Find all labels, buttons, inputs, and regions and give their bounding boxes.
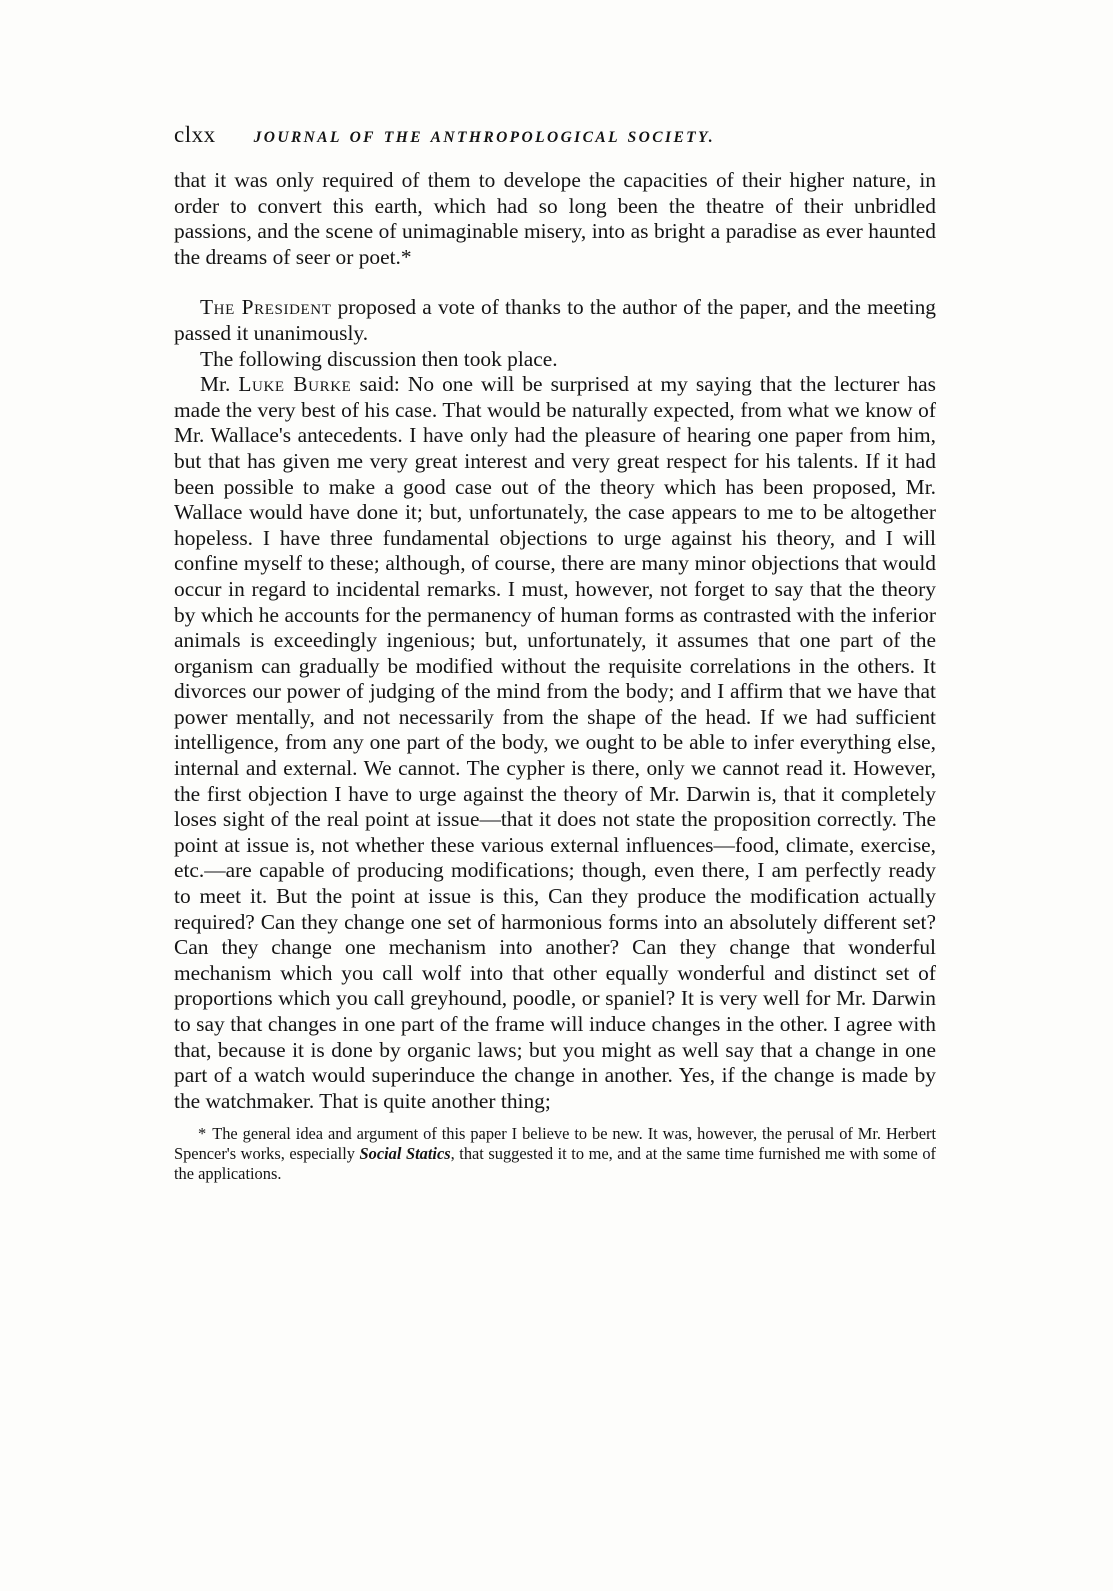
paragraph-discussion-intro: The following discussion then took place. — [200, 346, 558, 371]
paragraph-burke-remarks — [174, 372, 936, 1114]
speaker-title: Mr. — [200, 372, 239, 397]
footnote-text — [174, 1124, 936, 1183]
footnote — [174, 1124, 936, 1183]
footnote-body-start: The general idea and argument of this paper I believe to be new. It was, however, the perusal of Mr. Herbert Spencer's works, especially — [174, 1124, 936, 1164]
footnote-body-end: , that suggested it to me, and at the same time furnished me with some of the applications. — [174, 1144, 937, 1183]
speaker-president: The President — [200, 295, 332, 320]
paragraph-vote-of-thanks — [174, 295, 936, 346]
body-text — [174, 168, 936, 1114]
paragraph-vote-text: proposed a vote of thanks to the author of the paper, and the meeting passed it unanimously. — [174, 295, 936, 345]
running-head — [174, 122, 936, 162]
burke-remarks-text: said: No one will be surprised at my saying that the lecturer has made the very best of his case. That would be naturally expected, from what we know of Mr. Wallace's antecedents. I have only had the pleasure of hearing one paper from him, but that has given me very great interest and very great respect for his talents. If it had been possible to make a good case out of the theory which has been proposed, Mr. Wallace would have done it; but, unfortunately, the case appears to me to be altogether hopeless. I have three fundamental objections to urge against his theory, and I will confine myself to these; although, of course, there are many minor objections that would occur in regard to incidental remarks. I must, however, not forget to say that the theory by which he accounts for the permanency of human forms as contrasted with the inferior animals is exceedingly ingenious; but, unfortunately, it assumes that one part of the organism can gradually be modified without the requisite correlations in the others. It divorces our power of judging of the mind from the body; and I affirm that we have that power mentally, and not necessarily from the shape of the head. If we had sufficient intelligence, from any one part of the body, we ought to be able to infer everything else, internal and external. We cannot. The cypher is there, only we cannot read it. However, the first objection I have to urge against the theory of Mr. Darwin is, that it completely loses sight of the real point at issue—that it does not state the proposition correctly. The point at issue is, not whether these various external influences—food, climate, exercise, etc.—are capable of producing modifications; though, even there, I am perfectly ready to meet it. But the point at issue is this, Can they produce the modification actually required? Can they change one set of harmonious forms into an absolutely different set? Can they change one mechanism into another? Can they change that wonderful mechanism which you call wolf into that other equally wonderful and distinct set of proportions which you call greyhound, poodle, or spaniel? It is very well for Mr. Darwin to say that changes in one part of the frame will induce changes in the other. I agree with that, because it is done by organic laws; but you might as well say that a change in one part of a watch would superinduce the change in another. Yes, if the change is made by the watchmaker. That is quite another thing; — [174, 372, 936, 1113]
journal-title: JOURNAL OF THE ANTHROPOLOGICAL SOCIETY. — [253, 129, 716, 146]
page-number: clxx — [174, 122, 216, 147]
paragraph-continuation: that it was only required of them to develope the capacities of their higher nature, in order to convert this earth, which had so long been the theatre of their unbridled passions, and the scene of unimaginable misery, into as bright a paradise as ever haunted the dreams of seer or poet.* — [174, 168, 936, 269]
page — [174, 122, 936, 1184]
footnote-mark: * — [198, 1124, 207, 1144]
speaker-luke-burke: Luke Burke — [238, 372, 352, 397]
footnote-book-title: Social Statics — [359, 1144, 451, 1164]
